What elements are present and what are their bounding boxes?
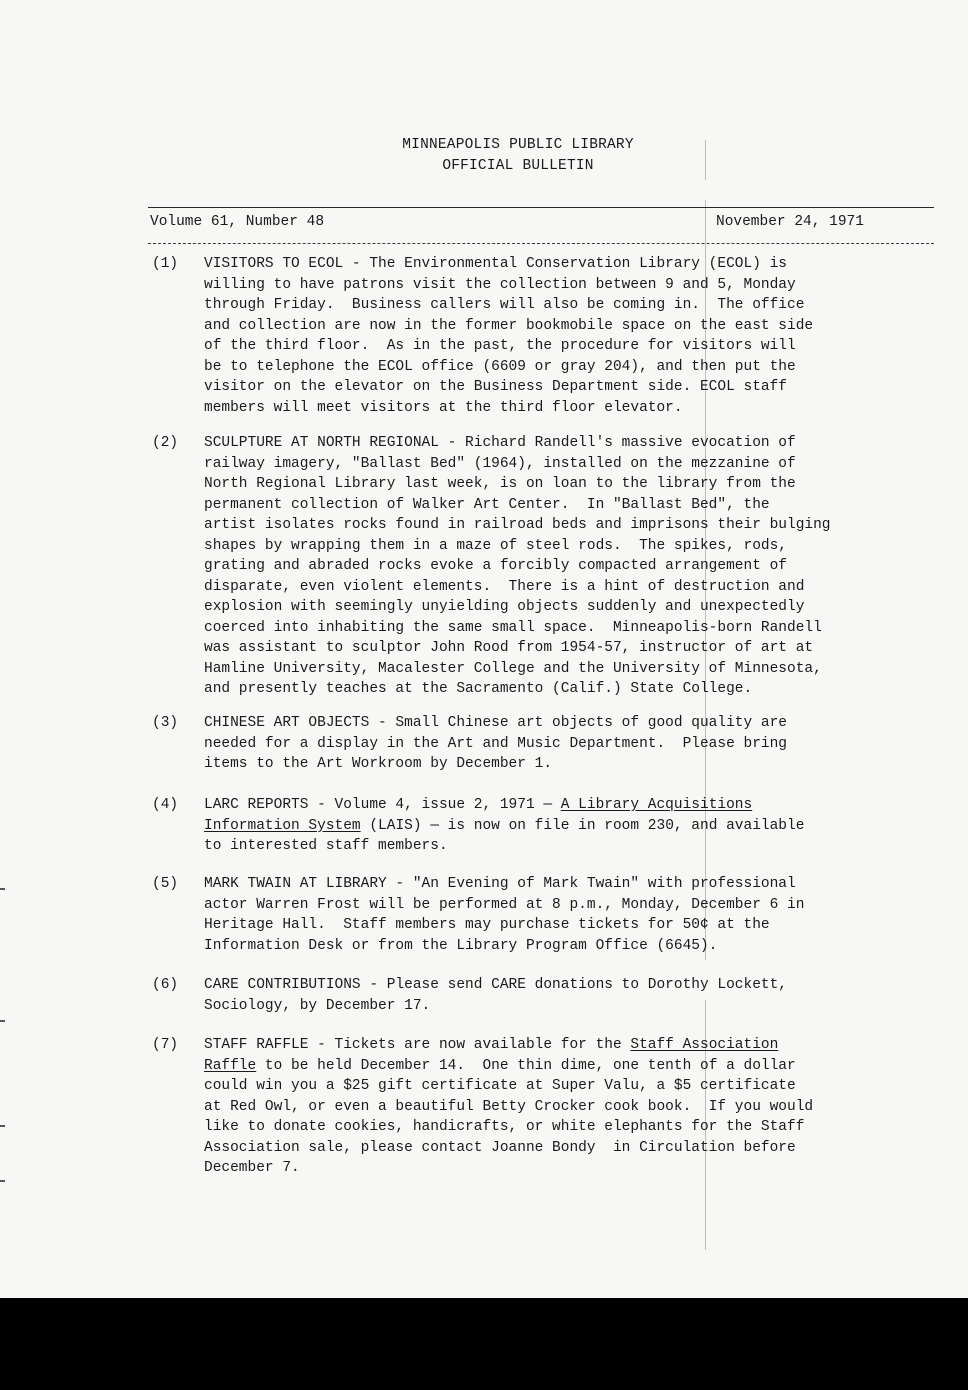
raffle-name-underlined: Raffle [204, 1057, 257, 1074]
text-segment: STAFF RAFFLE - Tickets are now available for the [204, 1037, 631, 1053]
header-rule [148, 207, 934, 208]
library-name: MINNEAPOLIS PUBLIC LIBRARY [402, 137, 634, 153]
text-line: be to telephone the ECOL office (6609 or gray 204), and then put the [204, 358, 796, 375]
text-line: CARE CONTRIBUTIONS - Please send CARE donations to Dorothy Lockett, [204, 977, 787, 993]
text-line: needed for a display in the Art and Music Department. Please bring [204, 735, 787, 752]
bulletin-header [388, 135, 648, 177]
report-title-underlined: A Library Acquisitions [560, 797, 753, 813]
item-number: (7) [152, 1037, 179, 1053]
text-line: was assistant to sculptor John Rood from 1954-57, instructor of art at [204, 640, 814, 656]
text-line: through Friday. Business callers will also be coming in. The office [204, 297, 805, 313]
text-segment: LARC REPORTS - Volume 4, issue 2, 1971 — [204, 797, 561, 813]
text-line: railway imagery, "Ballast Bed" (1964), installed on the mezzanine of [204, 455, 796, 472]
text-line: Association sale, please contact Joanne Bondy in Circulation before [204, 1139, 796, 1156]
text-line: at Red Owl, or even a beautiful Betty Crocker cook book. If you would [204, 1098, 814, 1115]
text-line: Information Desk or from the Library Program Office (6645). [204, 937, 718, 954]
item-number: (6) [152, 977, 179, 993]
text-line: and presently teaches at the Sacramento (Calif.) State College. [204, 681, 753, 697]
text-segment: (LAIS) — is now on file in room 230, and available [360, 817, 805, 834]
report-title-underlined: Information System [204, 817, 361, 834]
text-line: Heritage Hall. Staff members may purchase tickets for 50¢ at the [204, 917, 770, 933]
text-line: could win you a $25 gift certificate at Super Valu, a $5 certificate [204, 1078, 796, 1094]
edge-mark [0, 1020, 5, 1022]
text-line: members will meet visitors at the third floor elevator. [204, 399, 683, 416]
text-line: items to the Art Workroom by December 1. [204, 756, 553, 772]
text-line: SCULPTURE AT NORTH REGIONAL - Richard Randell's massive evocation of [204, 435, 796, 451]
text-line: like to donate cookies, handicrafts, or white elephants for the Staff [204, 1119, 805, 1135]
text-line: shapes by wrapping them in a maze of steel rods. The spikes, rods, [204, 537, 787, 554]
text-line [204, 1035, 904, 1056]
text-line: Hamline University, Macalester College and the University of Minnesota, [204, 660, 822, 677]
text-line: North Regional Library last week, is on loan to the library from the [204, 476, 796, 492]
item-text [204, 713, 904, 775]
issue-date: November 24, 1971 [716, 214, 864, 230]
text-line [204, 1056, 904, 1077]
item-text [204, 254, 904, 418]
text-line: explosion with seemingly unyielding objects suddenly and unexpectedly [204, 599, 805, 615]
text-line: disparate, even violent elements. There is a hint of destruction and [204, 578, 805, 595]
item-text [204, 795, 904, 857]
text-line: visitor on the elevator on the Business Department side. ECOL staff [204, 379, 787, 395]
issue-rule [148, 243, 934, 244]
edge-mark [0, 888, 5, 890]
text-line: grating and abraded rocks evoke a forcibly compacted arrangement of [204, 558, 787, 574]
volume-number: Volume 61, Number 48 [150, 214, 325, 230]
text-line: of the third floor. As in the past, the procedure for visitors will [204, 338, 796, 354]
issue-info [150, 214, 890, 236]
text-line: Sociology, by December 17. [204, 997, 431, 1014]
text-line: willing to have patrons visit the collection between 9 and 5, Monday [204, 276, 796, 293]
text-line: MARK TWAIN AT LIBRARY - "An Evening of Mark Twain" with professional [204, 876, 796, 892]
fold-line [705, 140, 706, 180]
text-line: and collection are now in the former bookmobile space on the east side [204, 317, 814, 334]
bulletin-title: OFFICIAL BULLETIN [442, 158, 594, 174]
raffle-name-underlined: Staff Association [630, 1037, 779, 1053]
text-line: to interested staff members. [204, 838, 448, 854]
edge-mark [0, 1180, 5, 1182]
text-line: artist isolates rocks found in railroad beds and imprisons their bulging [204, 517, 831, 533]
item-number: (4) [152, 797, 179, 813]
item-number: (5) [152, 876, 179, 892]
text-line [204, 816, 904, 837]
item-text [204, 433, 904, 700]
item-number: (2) [152, 435, 179, 451]
item-text [204, 975, 904, 1016]
text-line: permanent collection of Walker Art Center. In "Ballast Bed", the [204, 496, 770, 513]
item-number: (3) [152, 715, 179, 731]
item-text [204, 874, 904, 956]
text-line [204, 795, 904, 816]
item-text [204, 1035, 904, 1179]
text-line: December 7. [204, 1160, 300, 1176]
text-segment: to be held December 14. One thin dime, one tenth of a dollar [256, 1057, 796, 1074]
item-number: (1) [152, 256, 179, 272]
text-line: actor Warren Frost will be performed at 8 p.m., Monday, December 6 in [204, 896, 805, 913]
edge-mark [0, 1125, 5, 1127]
text-line: coerced into inhabiting the same small space. Minneapolis-born Randell [204, 619, 822, 636]
scan-border [0, 1298, 968, 1390]
text-line: CHINESE ART OBJECTS - Small Chinese art objects of good quality are [204, 715, 787, 731]
text-line: VISITORS TO ECOL - The Environmental Conservation Library (ECOL) is [204, 256, 787, 272]
